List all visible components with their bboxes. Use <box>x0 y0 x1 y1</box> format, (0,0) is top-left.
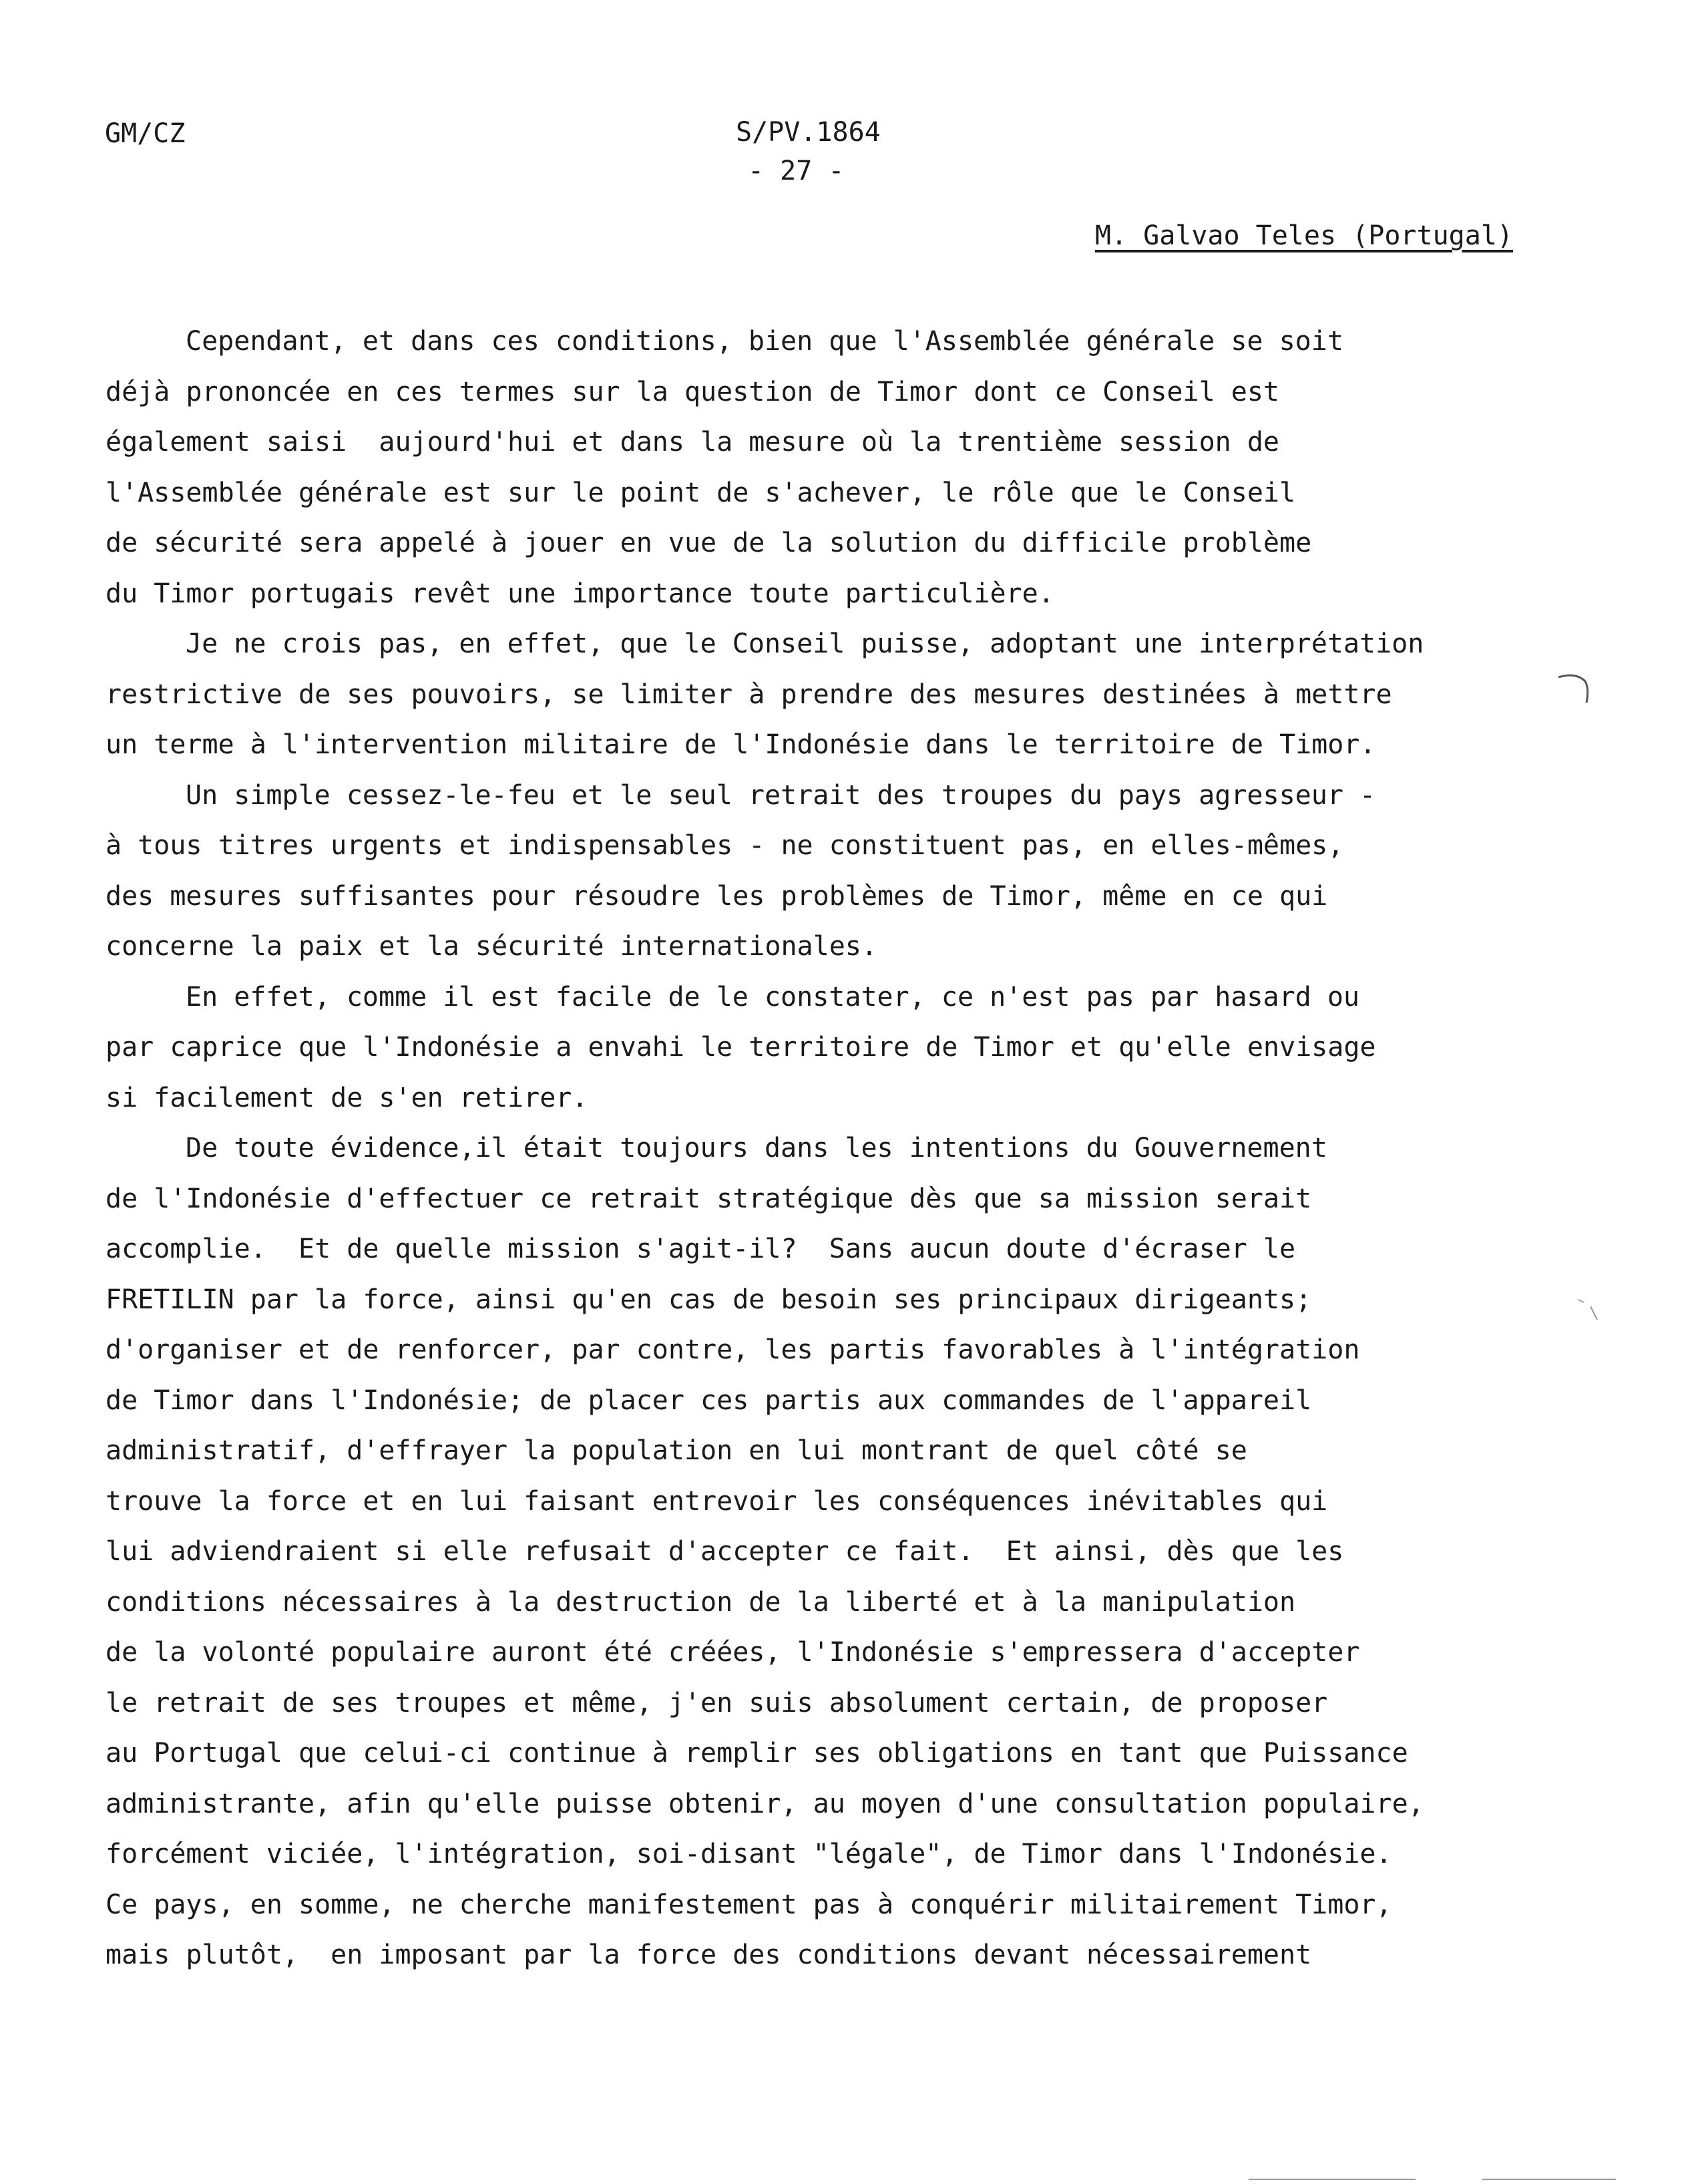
text-line: de l'Indonésie d'effectuer ce retrait stratégique dès que sa mission serait <box>106 1183 1312 1214</box>
text-line: conditions nécessaires à la destruction de la liberté et à la manipulation <box>106 1586 1296 1618</box>
text-line: déjà prononcée en ces termes sur la question de Timor dont ce Conseil est <box>106 376 1279 407</box>
text-line: de sécurité sera appelé à jouer en vue de la solution du difficile problème <box>106 528 1312 558</box>
footer-rule-left <box>1249 2179 1416 2180</box>
text-line: En effet, comme il est facile de le constater, ce n'est pas par hasard ou <box>186 981 1359 1013</box>
text-line: Un simple cessez-le-feu et le seul retrait des troupes du pays agresseur - <box>186 779 1376 811</box>
text-line: au Portugal que celui-ci continue à remplir ses obligations en tant que Puissance <box>106 1738 1408 1769</box>
text-line: l'Assemblée générale est sur le point de s'achever, le rôle que le Conseil <box>106 477 1296 508</box>
text-line: de Timor dans l'Indonésie; de placer ces partis aux commandes de l'appareil <box>106 1385 1312 1416</box>
text-line: par caprice que l'Indonésie a envahi le territoire de Timor et qu'elle envisage <box>106 1032 1376 1063</box>
text-line: un terme à l'intervention militaire de l'Indonésie dans le territoire de Timor. <box>106 729 1376 760</box>
document-code: GM/CZ <box>105 118 186 149</box>
page-number: - 27 - <box>748 156 845 186</box>
margin-tick-mark <box>1574 1296 1601 1322</box>
document-symbol: S/PV.1864 <box>736 117 881 148</box>
footer-rule-right <box>1482 2179 1616 2180</box>
text-line: FRETILIN par la force, ainsi qu'en cas de besoin ses principaux dirigeants; <box>106 1284 1312 1315</box>
text-line: trouve la force et en lui faisant entrevoir les conséquences inévitables qui <box>106 1485 1328 1517</box>
text-line: Ce pays, en somme, ne cherche manifestement pas à conquérir militairement Timor, <box>106 1889 1392 1920</box>
text-line: des mesures suffisantes pour résoudre les problèmes de Timor, même en ce qui <box>106 880 1328 912</box>
text-line: De toute évidence,il était toujours dans les intentions du Gouvernement <box>186 1133 1327 1163</box>
paragraph <box>106 1123 1601 1981</box>
paragraph <box>106 771 1601 972</box>
text-line: si facilement de s'en retirer. <box>106 1082 588 1113</box>
text-line: d'organiser et de renforcer, par contre, les partis favorables à l'intégration <box>106 1334 1360 1365</box>
text-line: également saisi aujourd'hui et dans la mesure où la trentième session de <box>106 427 1279 458</box>
margin-bracket-mark <box>1556 668 1593 705</box>
text-line: du Timor portugais revêt une importance toute particulière. <box>106 578 1054 609</box>
text-line: le retrait de ses troupes et même, j'en suis absolument certain, de proposer <box>106 1687 1328 1718</box>
text-line: forcément viciée, l'intégration, soi-disant "légale", de Timor dans l'Indonésie. <box>106 1839 1392 1869</box>
text-line: Cependant, et dans ces conditions, bien que l'Assemblée générale se soit <box>186 326 1343 357</box>
paragraph <box>106 317 1601 619</box>
text-line: Je ne crois pas, en effet, que le Conseil puisse, adoptant une interprétation <box>186 628 1424 659</box>
text-line: administratif, d'effrayer la population en lui montrant de quel côté se <box>106 1435 1247 1466</box>
text-line: mais plutôt, en imposant par la force des conditions devant nécessairement <box>106 1940 1312 1970</box>
speech-body <box>106 317 1601 1981</box>
text-line: de la volonté populaire auront été créées, l'Indonésie s'empressera d'accepter <box>106 1637 1360 1668</box>
text-line: restrictive de ses pouvoirs, se limiter à prendre des mesures destinées à mettre <box>106 679 1392 710</box>
text-line: lui adviendraient si elle refusait d'accepter ce fait. Et ainsi, dès que les <box>106 1536 1344 1567</box>
paragraph <box>106 619 1601 771</box>
text-line: accomplie. Et de quelle mission s'agit-il? Sans aucun doute d'écraser le <box>106 1234 1296 1264</box>
paragraph <box>106 972 1601 1124</box>
speaker-heading: M. Galvao Teles (Portugal) <box>1094 220 1513 251</box>
text-line: administrante, afin qu'elle puisse obtenir, au moyen d'une consultation populaire, <box>106 1788 1424 1819</box>
text-line: concerne la paix et la sécurité internationales. <box>106 931 877 962</box>
text-line: à tous titres urgents et indispensables - ne constituent pas, en elles-mêmes, <box>106 830 1344 861</box>
